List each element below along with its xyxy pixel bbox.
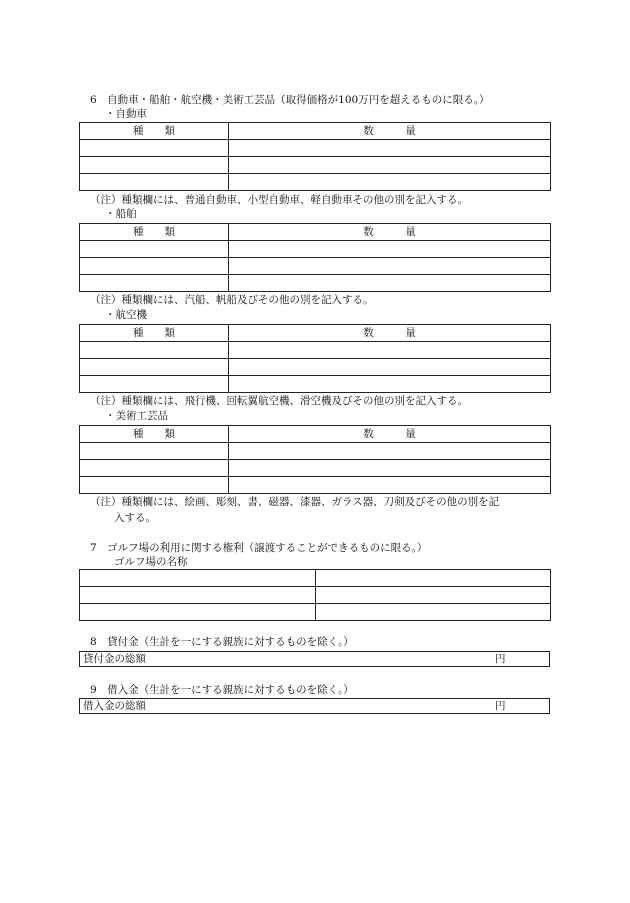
qty-cell[interactable] [229, 241, 551, 258]
golf-value-cell[interactable] [316, 604, 551, 621]
table-row [80, 570, 551, 587]
header-qty: 数 量 [229, 426, 551, 443]
kind-cell[interactable] [80, 359, 229, 376]
header-qty: 数 量 [229, 224, 551, 241]
aircraft-note: （注）種類欄には、飛行機、回転翼航空機、滑空機及びその他の別を記入する。 [90, 395, 468, 407]
kind-cell[interactable] [80, 157, 229, 174]
qty-cell[interactable] [229, 275, 551, 292]
table-row [80, 140, 551, 157]
art-label: ・美術工芸品 [105, 410, 168, 422]
table-row [80, 376, 551, 393]
section-6-title: 6 自動車・船舶・航空機・美術工芸品（取得価格が100万円を超えるものに限る。） [90, 94, 490, 106]
table-row [80, 443, 551, 460]
header-kind: 種 類 [80, 123, 229, 140]
header-qty: 数 量 [229, 123, 551, 140]
header-qty: 数 量 [229, 325, 551, 342]
section-7-title: 7 ゴルフ場の利用に関する権利（譲渡することができるものに限る。） [90, 542, 428, 554]
table-row [80, 241, 551, 258]
table-header-row [80, 426, 551, 443]
art-note-line2: 入する。 [114, 512, 156, 524]
ship-table [79, 223, 551, 292]
section-8-title: 8 貸付金（生計を一にする親族に対するものを除く。） [90, 636, 354, 648]
ship-label: ・船舶 [105, 208, 137, 220]
ship-note: （注）種類欄には、汽船、帆船及びその他の別を記入する。 [90, 294, 374, 306]
golf-name-cell[interactable] [80, 587, 316, 604]
car-note: （注）種類欄には、普通自動車、小型自動車、軽自動車その他の別を記入する。 [90, 194, 468, 206]
table-header-row [80, 224, 551, 241]
kind-cell[interactable] [80, 241, 229, 258]
table-header-row [80, 325, 551, 342]
kind-cell[interactable] [80, 376, 229, 393]
table-header-row [80, 123, 551, 140]
kind-cell[interactable] [80, 174, 229, 191]
golf-value-cell[interactable] [316, 570, 551, 587]
golf-table [79, 569, 551, 621]
kind-cell[interactable] [80, 258, 229, 275]
table-row [80, 359, 551, 376]
aircraft-table [79, 324, 551, 393]
borrowing-total-unit: 円 [495, 700, 506, 712]
golf-name-cell[interactable] [80, 570, 316, 587]
table-row [80, 604, 551, 621]
loan-total-label: 貸付金の総額 [83, 653, 146, 665]
table-row [80, 174, 551, 191]
car-table [79, 122, 551, 191]
table-row [80, 460, 551, 477]
header-kind: 種 類 [80, 426, 229, 443]
qty-cell[interactable] [229, 157, 551, 174]
borrowing-total-row[interactable] [79, 698, 550, 714]
kind-cell[interactable] [80, 443, 229, 460]
qty-cell[interactable] [229, 140, 551, 157]
header-kind: 種 類 [80, 325, 229, 342]
table-row [80, 258, 551, 275]
golf-name-cell[interactable] [80, 604, 316, 621]
golf-value-cell[interactable] [316, 587, 551, 604]
kind-cell[interactable] [80, 342, 229, 359]
table-row [80, 157, 551, 174]
qty-cell[interactable] [229, 443, 551, 460]
table-row [80, 477, 551, 494]
aircraft-label: ・航空機 [105, 309, 147, 321]
header-kind: 種 類 [80, 224, 229, 241]
table-row [80, 587, 551, 604]
art-note-line1: （注）種類欄には、絵画、彫刻、書、磁器、漆器、ガラス器、刀剣及びその他の別を記 [90, 496, 500, 508]
golf-name-label: ゴルフ場の名称 [114, 556, 188, 568]
section-9-title: 9 借入金（生計を一にする親族に対するものを除く。） [90, 684, 354, 696]
kind-cell[interactable] [80, 477, 229, 494]
loan-total-row[interactable] [79, 651, 550, 667]
table-row [80, 342, 551, 359]
qty-cell[interactable] [229, 342, 551, 359]
car-label: ・自動車 [105, 108, 147, 120]
loan-total-unit: 円 [495, 653, 506, 665]
kind-cell[interactable] [80, 275, 229, 292]
qty-cell[interactable] [229, 376, 551, 393]
table-row [80, 275, 551, 292]
qty-cell[interactable] [229, 477, 551, 494]
qty-cell[interactable] [229, 359, 551, 376]
borrowing-total-label: 借入金の総額 [83, 700, 146, 712]
qty-cell[interactable] [229, 258, 551, 275]
art-table [79, 425, 551, 494]
qty-cell[interactable] [229, 174, 551, 191]
qty-cell[interactable] [229, 460, 551, 477]
kind-cell[interactable] [80, 140, 229, 157]
kind-cell[interactable] [80, 460, 229, 477]
